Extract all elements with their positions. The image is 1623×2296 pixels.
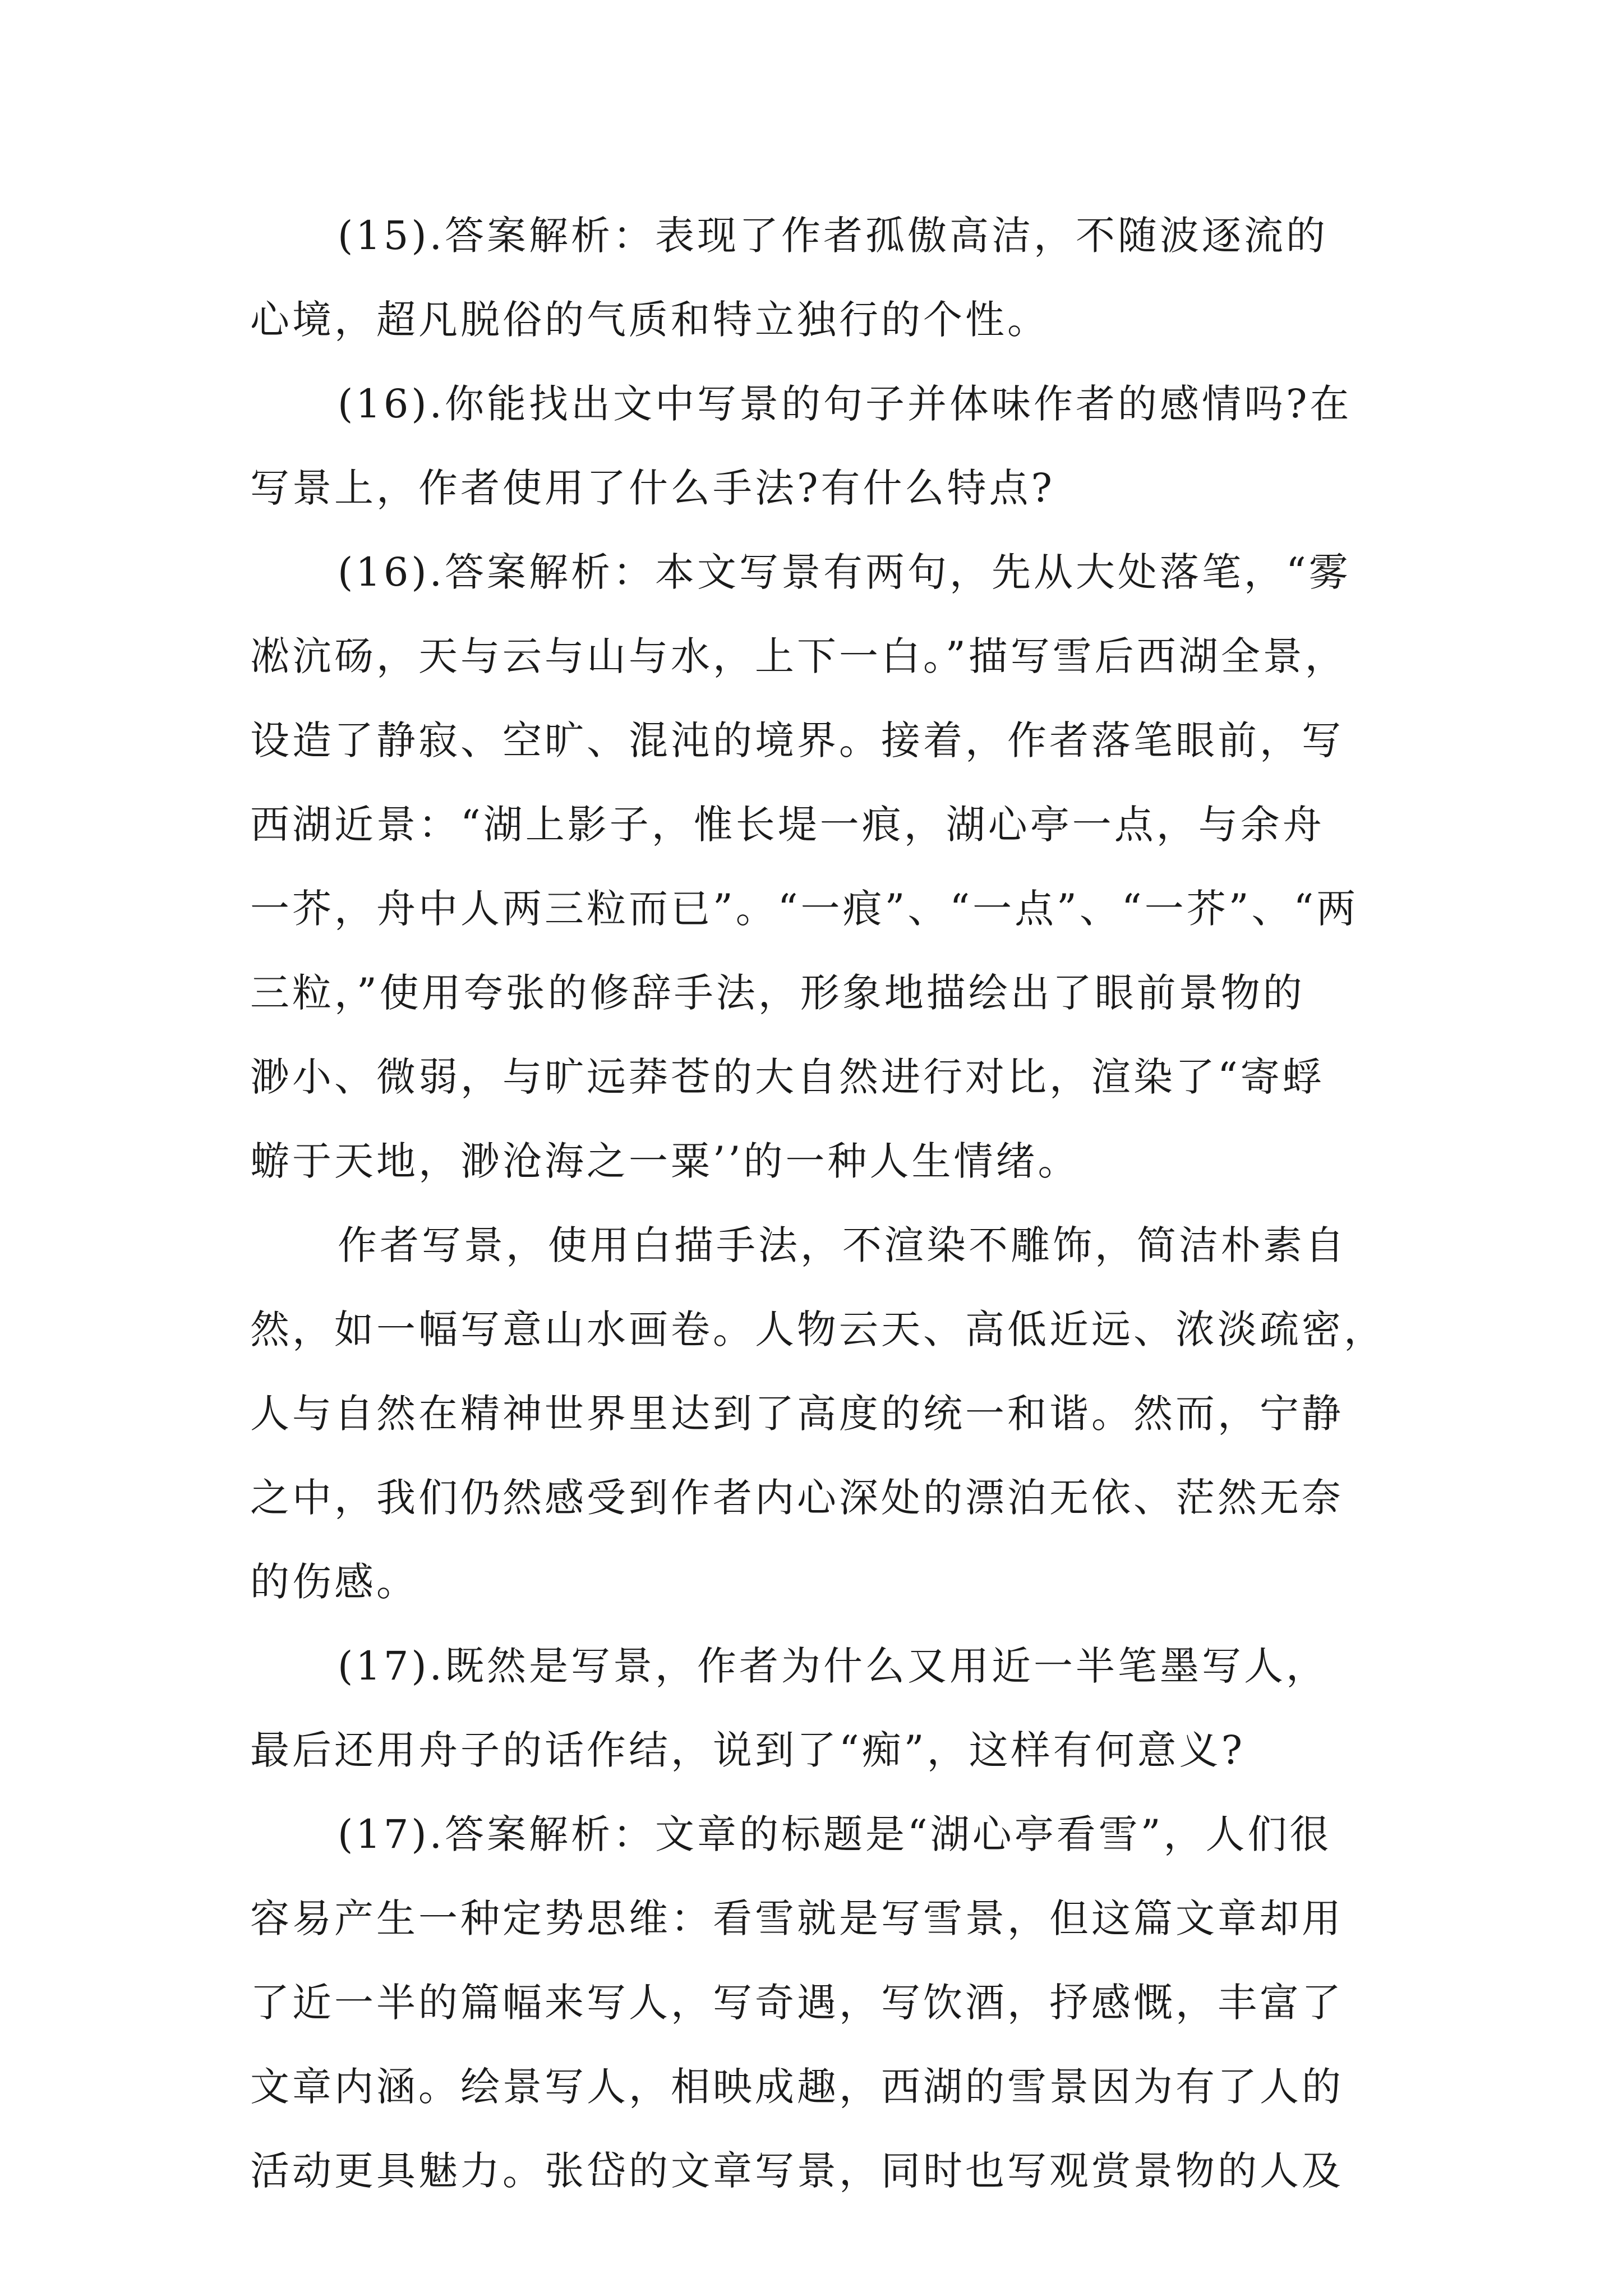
- text-line: (16).你能找出文中写景的句子并体味作者的感情吗?在: [338, 381, 1352, 427]
- text-line: 凇沆砀，天与云与山与水，上下一白。”描写雪后西湖全景，: [250, 633, 1347, 679]
- text-line: 渺小、微弱，与旷远莽苍的大自然进行对比，渲染了“寄蜉: [250, 1054, 1325, 1100]
- text-line: (17).答案解析：文章的标题是“湖心亭看雪”，人们很: [338, 1811, 1332, 1857]
- text-line: 心境，超凡脱俗的气质和特立独行的个性。: [250, 297, 1049, 343]
- text-line: (17).既然是写景，作者为什么又用近一半笔墨写人，: [338, 1643, 1328, 1689]
- text-line: 最后还用舟子的话作结，说到了“痴”，这样有何意义?: [250, 1727, 1246, 1773]
- text-line: 之中，我们仍然感受到作者内心深处的漂泊无依、茫然无奈: [250, 1475, 1344, 1521]
- text-line: 一芥，舟中人两三粒而已”。“一痕”、“一点”、“一芥”、“两: [250, 886, 1359, 932]
- text-line: 然，如一幅写意山水画卷。人物云天、高低近远、浓淡疏密，: [250, 1306, 1386, 1352]
- text-line: 人与自然在精神世界里达到了高度的统一和谐。然而，宁静: [250, 1391, 1344, 1437]
- text-line: 容易产生一种定势思维：看雪就是写雪景，但这篇文章却用: [250, 1895, 1344, 1941]
- text-line: 文章内涵。绘景写人，相映成趣，西湖的雪景因为有了人的: [250, 2064, 1344, 2110]
- text-line: 三粒，”使用夸张的修辞手法，形象地描绘出了眼前景物的: [250, 970, 1305, 1016]
- text-line: (16).答案解析：本文写景有两句，先从大处落笔，“雾: [338, 549, 1351, 595]
- text-line: 蝣于天地，渺沧海之一粟’’的一种人生情绪。: [250, 1138, 1080, 1184]
- text-line: 西湖近景：“湖上影子，惟长堤一痕，湖心亭一点，与余舟: [250, 802, 1325, 848]
- text-line: 活动更具魅力。张岱的文章写景，同时也写观赏景物的人及: [250, 2148, 1344, 2194]
- text-line: 设造了静寂、空旷、混沌的境界。接着，作者落笔眼前，写: [250, 717, 1344, 763]
- text-line: 了近一半的篇幅来写人，写奇遇，写饮酒，抒感慨，丰富了: [250, 1980, 1344, 2026]
- text-line: 写景上，作者使用了什么手法?有什么特点?: [250, 465, 1055, 511]
- text-line: 作者写景，使用白描手法，不渲染不雕饰，简洁朴素自: [338, 1222, 1347, 1268]
- text-line: 的伤感。: [250, 1559, 418, 1605]
- text-line: (15).答案解析：表现了作者孤傲高洁，不随波逐流的: [338, 213, 1328, 259]
